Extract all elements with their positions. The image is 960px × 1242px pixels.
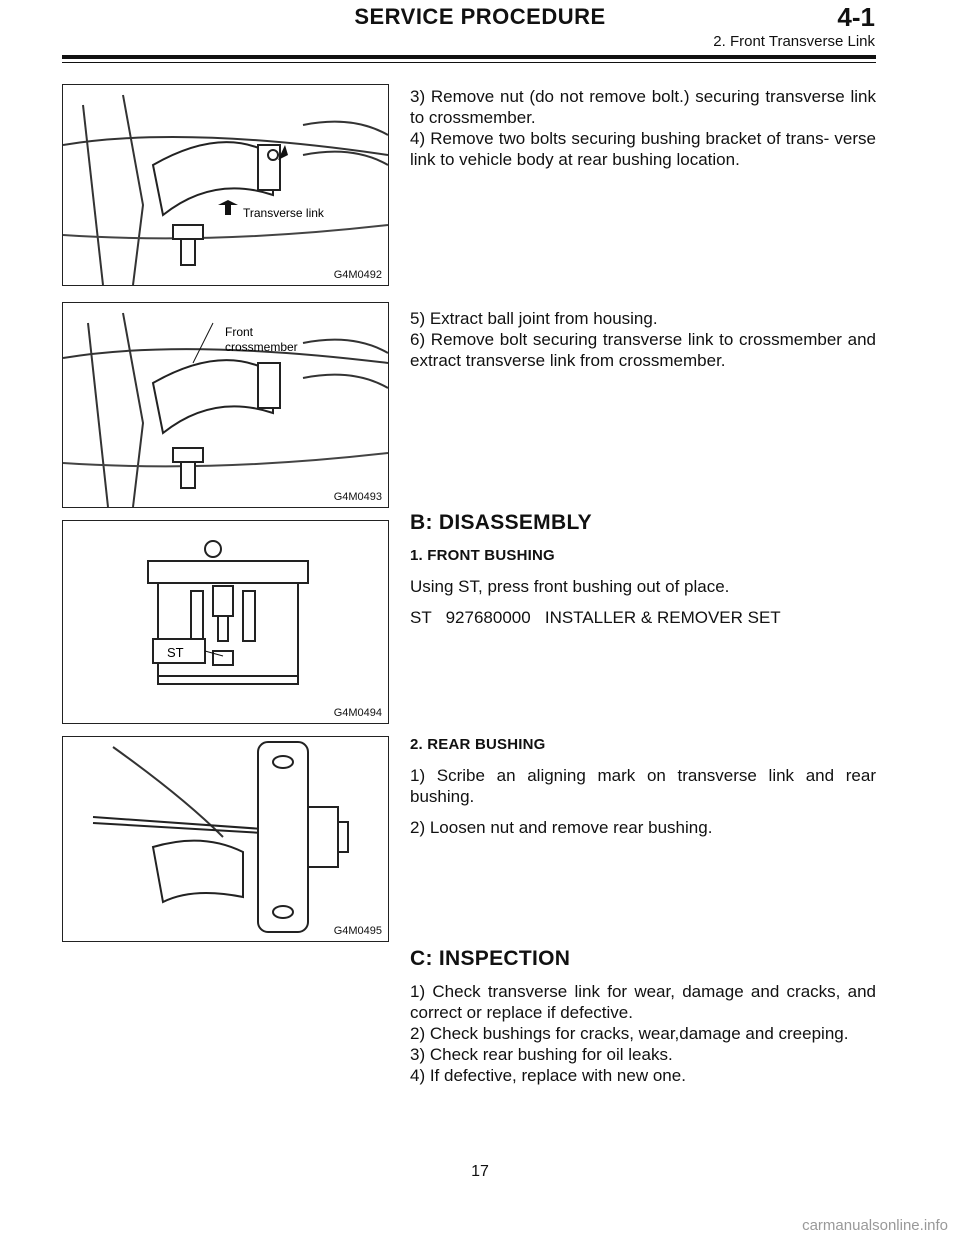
step-4: 4) Remove two bolts securing bushing bracket of trans- verse link to vehicle body at rear bushing location. — [410, 129, 876, 169]
figure-press-st — [62, 520, 389, 724]
inspection-heading: C: INSPECTION — [410, 947, 571, 970]
front-bushing-heading: 1. FRONT BUSHING — [410, 547, 555, 564]
page-number: 17 — [471, 1163, 489, 1180]
st-label: ST — [167, 645, 184, 660]
figure-code: G4M0493 — [333, 491, 382, 503]
step-6: 6) Remove bolt securing transverse link to crossmember and extract transverse link from crossmember. — [410, 330, 876, 370]
header-rule — [62, 55, 876, 59]
section-number: 4-1 — [837, 2, 875, 32]
figure-code: G4M0495 — [333, 925, 382, 937]
figure-rear-bushing — [62, 736, 389, 942]
inspection-section — [410, 948, 876, 1086]
figure-code: G4M0492 — [333, 269, 382, 281]
disassembly-heading: B: DISASSEMBLY — [410, 511, 592, 534]
inspection-step-3: 3) Check rear bushing for oil leaks. — [410, 1045, 673, 1064]
transverse-link-label: Transverse link — [243, 206, 324, 220]
section-subtitle: 2. Front Transverse Link — [713, 33, 875, 50]
front-crossmember-illustration — [63, 303, 388, 507]
disassembly-section — [410, 512, 876, 638]
step-5: 5) Extract ball joint from housing. — [410, 309, 658, 328]
rear-bushing-section — [410, 734, 876, 848]
rear-step-1: 1) Scribe an aligning mark on transverse link and rear bushing. — [410, 766, 876, 806]
watermark: carmanualsonline.info — [802, 1217, 948, 1234]
rear-bushing-illustration — [63, 737, 388, 941]
rear-bushing-heading: 2. REAR BUSHING — [410, 736, 546, 753]
inspection-step-4: 4) If defective, replace with new one. — [410, 1066, 686, 1085]
header-rule-thin — [62, 62, 876, 63]
front-label: Front — [225, 325, 254, 339]
page-title: SERVICE PROCEDURE — [354, 4, 606, 29]
remove-steps — [410, 86, 876, 170]
inspection-step-2: 2) Check bushings for cracks, wear,damage and creeping. — [410, 1024, 849, 1043]
figure-front-crossmember — [62, 302, 389, 508]
crossmember-label: crossmember — [225, 340, 298, 354]
inspection-step-1: 1) Check transverse link for wear, damage and cracks, and correct or replace if defective. — [410, 982, 876, 1022]
extract-steps — [410, 308, 876, 371]
rear-step-2: 2) Loosen nut and remove rear bushing. — [410, 818, 713, 837]
transverse-link-illustration — [63, 85, 388, 285]
press-illustration — [63, 521, 388, 723]
step-3: 3) Remove nut (do not remove bolt.) securing transverse link to crossmember. — [410, 87, 876, 127]
figure-transverse-link — [62, 84, 389, 286]
figure-code: G4M0494 — [333, 707, 382, 719]
front-bushing-text: Using ST, press front bushing out of place. — [410, 577, 730, 596]
special-tool-line: ST 927680000 INSTALLER & REMOVER SET — [410, 608, 781, 627]
